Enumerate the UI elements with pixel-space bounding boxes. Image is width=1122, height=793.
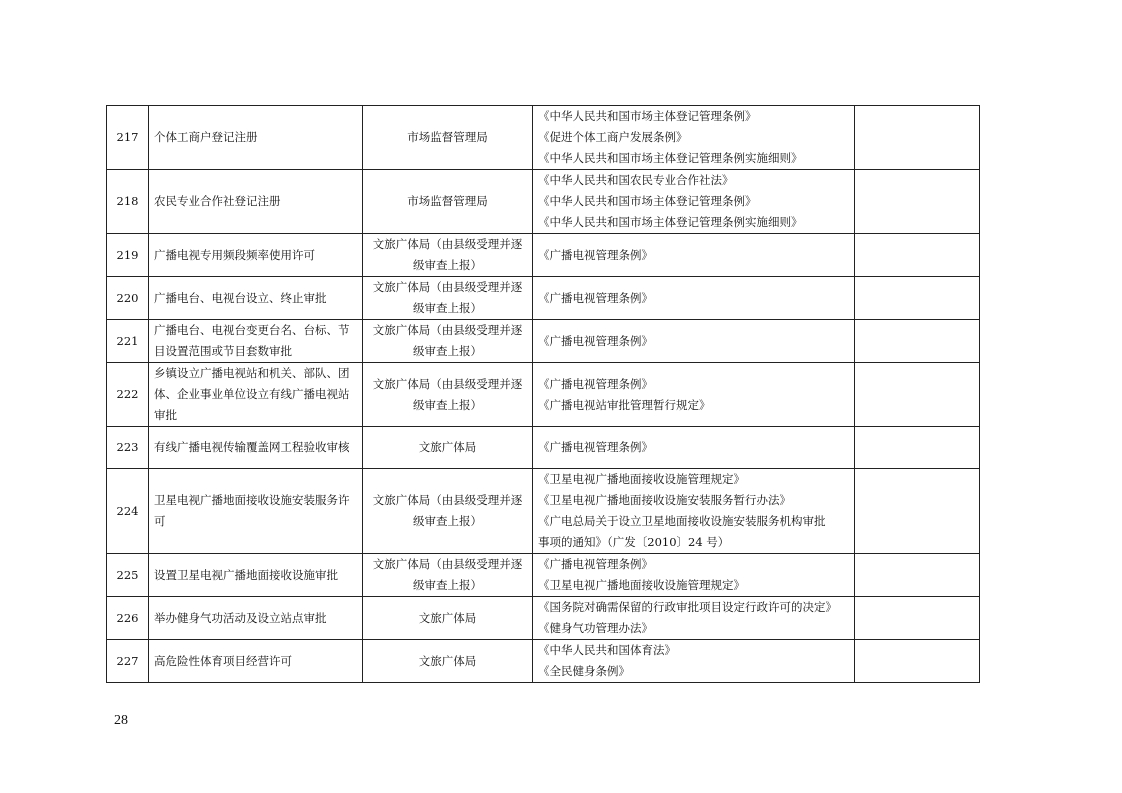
remarks: [855, 106, 980, 170]
department: 文旅广体局（由县级受理并逐级审查上报）: [363, 554, 533, 597]
table-row: [107, 320, 980, 363]
legal-basis: [533, 234, 855, 277]
department: 文旅广体局（由县级受理并逐级审查上报）: [363, 277, 533, 320]
item-name: 农民专业合作社登记注册: [149, 170, 363, 234]
legal-basis: [533, 554, 855, 597]
legal-basis-line: 《广播电视管理条例》: [538, 440, 653, 454]
department: 文旅广体局: [363, 597, 533, 640]
legal-basis: [533, 640, 855, 683]
row-number: 221: [107, 320, 149, 363]
row-number: 222: [107, 363, 149, 427]
legal-basis: [533, 363, 855, 427]
remarks: [855, 427, 980, 469]
legal-basis-line: 《中华人民共和国体育法》: [538, 643, 676, 657]
legal-basis-line: 《国务院对确需保留的行政审批项目设定行政许可的决定》: [538, 600, 837, 614]
legal-basis: [533, 320, 855, 363]
item-name: 有线广播电视传输覆盖网工程验收审核: [149, 427, 363, 469]
remarks: [855, 277, 980, 320]
department: 市场监督管理局: [363, 106, 533, 170]
item-name: 乡镇设立广播电视站和机关、部队、团体、企业事业单位设立有线广播电视站审批: [149, 363, 363, 427]
item-name: 个体工商户登记注册: [149, 106, 363, 170]
table-row: [107, 427, 980, 469]
legal-basis-line: 《中华人民共和国市场主体登记管理条例实施细则》: [538, 215, 803, 229]
item-name: 举办健身气功活动及设立站点审批: [149, 597, 363, 640]
table-row: [107, 106, 980, 170]
row-number: 217: [107, 106, 149, 170]
table-row: [107, 234, 980, 277]
row-number: 227: [107, 640, 149, 683]
legal-basis-line: 《卫星电视广播地面接收设施安装服务暂行办法》: [538, 493, 791, 507]
table-row: [107, 277, 980, 320]
row-number: 223: [107, 427, 149, 469]
table-row: [107, 170, 980, 234]
legal-basis-line: 《健身气功管理办法》: [538, 621, 653, 635]
table-body: [107, 106, 980, 683]
legal-basis-line: 事项的通知》（广发〔2010〕24 号）: [538, 535, 730, 549]
department: 市场监督管理局: [363, 170, 533, 234]
table-row: [107, 554, 980, 597]
department: 文旅广体局（由县级受理并逐级审查上报）: [363, 320, 533, 363]
legal-basis: [533, 597, 855, 640]
legal-basis-line: 《广播电视管理条例》: [538, 247, 653, 262]
legal-basis: [533, 427, 855, 469]
item-name: 设置卫星电视广播地面接收设施审批: [149, 554, 363, 597]
remarks: [855, 234, 980, 277]
row-number: 224: [107, 469, 149, 554]
legal-basis-line: 《中华人民共和国市场主体登记管理条例实施细则》: [538, 151, 803, 165]
remarks: [855, 170, 980, 234]
legal-basis-line: 《卫星电视广播地面接收设施管理规定》: [538, 472, 745, 486]
remarks: [855, 597, 980, 640]
row-number: 219: [107, 234, 149, 277]
admin-approval-table: [106, 105, 980, 683]
legal-basis-line: 《广播电视管理条例》: [538, 557, 653, 571]
page-number: 28: [114, 713, 128, 728]
department: 文旅广体局（由县级受理并逐级审查上报）: [363, 234, 533, 277]
remarks: [855, 469, 980, 554]
item-name: 卫星电视广播地面接收设施安装服务许可: [149, 469, 363, 554]
row-number: 218: [107, 170, 149, 234]
table-row: [107, 469, 980, 554]
department: 文旅广体局: [363, 427, 533, 469]
item-name: 广播电视专用频段频率使用许可: [149, 234, 363, 277]
table-row: [107, 363, 980, 427]
legal-basis: [533, 170, 855, 234]
remarks: [855, 320, 980, 363]
legal-basis: [533, 469, 855, 554]
item-name: 广播电台、电视台设立、终止审批: [149, 277, 363, 320]
legal-basis-line: 《广播电视管理条例》: [538, 290, 653, 305]
legal-basis-line: 《广播电视管理条例》: [538, 333, 653, 348]
legal-basis-line: 《促进个体工商户发展条例》: [538, 130, 688, 144]
row-number: 220: [107, 277, 149, 320]
legal-basis-line: 《广播电视管理条例》: [538, 376, 653, 391]
department: 文旅广体局（由县级受理并逐级审查上报）: [363, 363, 533, 427]
legal-basis-line: 《卫星电视广播地面接收设施管理规定》: [538, 578, 745, 592]
remarks: [855, 554, 980, 597]
row-number: 226: [107, 597, 149, 640]
row-number: 225: [107, 554, 149, 597]
item-name: 高危险性体育项目经营许可: [149, 640, 363, 683]
legal-basis-line: 《中华人民共和国农民专业合作社法》: [538, 173, 734, 187]
department: 文旅广体局（由县级受理并逐级审查上报）: [363, 469, 533, 554]
legal-basis: [533, 106, 855, 170]
department: 文旅广体局: [363, 640, 533, 683]
item-name: 广播电台、电视台变更台名、台标、节目设置范围或节目套数审批: [149, 320, 363, 363]
legal-basis-line: 《广播电视站审批管理暂行规定》: [538, 397, 711, 412]
legal-basis: [533, 277, 855, 320]
legal-basis-line: 《中华人民共和国市场主体登记管理条例》: [538, 194, 757, 208]
table-row: [107, 640, 980, 683]
legal-basis-line: 《中华人民共和国市场主体登记管理条例》: [538, 109, 757, 123]
legal-basis-line: 《全民健身条例》: [538, 664, 630, 678]
legal-basis-line: 《广电总局关于设立卫星地面接收设施安装服务机构审批: [538, 514, 826, 528]
table-row: [107, 597, 980, 640]
remarks: [855, 363, 980, 427]
remarks: [855, 640, 980, 683]
